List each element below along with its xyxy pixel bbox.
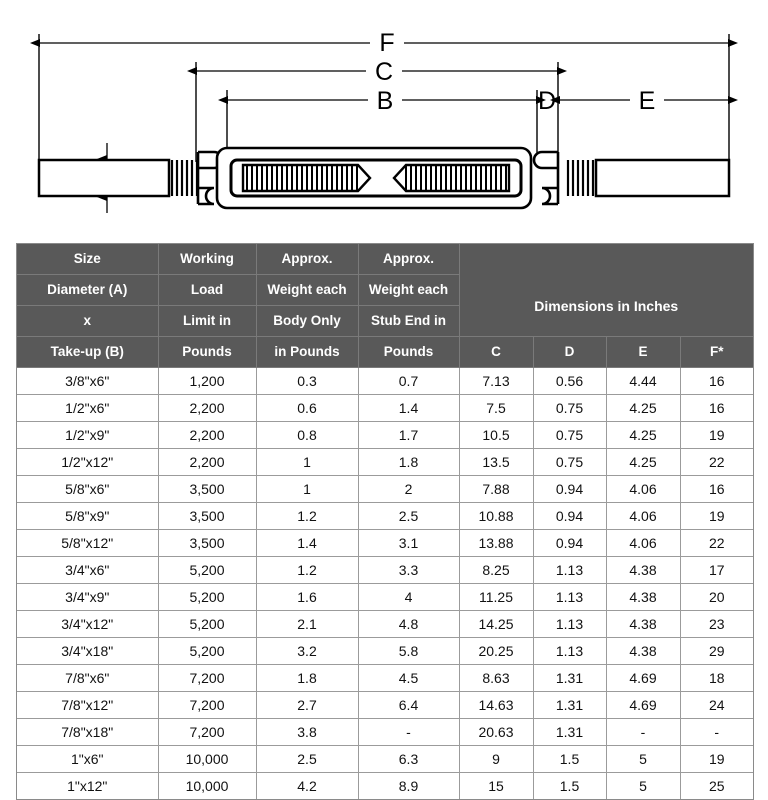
table-cell: 7,200 [158,692,256,719]
table-body [17,368,753,800]
dimension-label-d: D [537,87,557,115]
table-cell: 8.9 [358,773,459,800]
table-row [17,503,753,530]
table-cell: 9 [459,746,533,773]
table-cell: 1.5 [533,746,606,773]
table-cell: 1.8 [358,449,459,476]
dimension-label-c: C [374,58,394,86]
specification-table [17,244,753,799]
table-cell: 0.75 [533,449,606,476]
table-cell: 1.6 [256,584,358,611]
table-cell: 8.25 [459,557,533,584]
table-cell: 0.6 [256,395,358,422]
table-cell: 7.13 [459,368,533,395]
table-row [17,476,753,503]
table-cell: 5,200 [158,584,256,611]
table-cell: 7.5 [459,395,533,422]
table-cell: - [358,719,459,746]
header-stub-weight-line2: Weight each [358,275,459,306]
dimension-label-b: B [376,87,394,115]
table-cell: 19 [680,422,753,449]
table-cell: 2.7 [256,692,358,719]
table-cell: 22 [680,449,753,476]
table-cell: 8.63 [459,665,533,692]
table-cell: 0.8 [256,422,358,449]
table-cell: 1/2"x6" [17,395,158,422]
table-cell: 0.56 [533,368,606,395]
table-row [17,773,753,800]
table-cell: 4 [358,584,459,611]
table-cell: 23 [680,611,753,638]
table-cell: 4.38 [606,584,680,611]
table-cell: 6.4 [358,692,459,719]
table-cell: 1.4 [256,530,358,557]
table-cell: - [680,719,753,746]
table-cell: 10,000 [158,746,256,773]
table-cell: 2.5 [256,746,358,773]
table-cell: 0.75 [533,395,606,422]
table-cell: 10.5 [459,422,533,449]
header-dim-d: D [533,337,606,368]
right-screw-threads [406,166,506,190]
table-cell: 5,200 [158,557,256,584]
table-cell: 3/4"x9" [17,584,158,611]
table-cell: 20.25 [459,638,533,665]
table-row [17,557,753,584]
table-cell: 4.38 [606,638,680,665]
header-stub-weight-line1: Approx. [358,244,459,275]
table-cell: 18 [680,665,753,692]
table-cell: 2 [358,476,459,503]
table-cell: 3,500 [158,503,256,530]
table-cell: 3/4"x6" [17,557,158,584]
table-cell: 1.31 [533,692,606,719]
table-cell: 2,200 [158,395,256,422]
header-dimensions-group: Dimensions in Inches [459,275,753,337]
table-cell: 5 [606,773,680,800]
turnbuckle-diagram [0,0,768,236]
table-cell: 1.13 [533,611,606,638]
header-size-line2: Diameter (A) [17,275,158,306]
table-header [17,244,753,368]
table-cell: 10.88 [459,503,533,530]
table-cell: 5/8"x9" [17,503,158,530]
header-body-weight-line2: Weight each [256,275,358,306]
table-row [17,665,753,692]
left-stub-rod [39,160,169,196]
header-size-line1: Size [17,244,158,275]
table-cell: 4.69 [606,665,680,692]
table-cell: - [606,719,680,746]
table-cell: 1.31 [533,719,606,746]
table-cell: 16 [680,395,753,422]
table-cell: 1.2 [256,557,358,584]
table-cell: 4.44 [606,368,680,395]
table-cell: 4.38 [606,557,680,584]
table-cell: 3/4"x18" [17,638,158,665]
table-cell: 1.4 [358,395,459,422]
table-cell: 1.5 [533,773,606,800]
table-cell: 16 [680,368,753,395]
table-cell: 10,000 [158,773,256,800]
table-cell: 5 [606,746,680,773]
table-row [17,368,753,395]
specification-table-container [16,243,754,800]
table-row [17,395,753,422]
table-row [17,746,753,773]
table-cell: 1 [256,476,358,503]
table-cell: 1.2 [256,503,358,530]
table-cell: 3.3 [358,557,459,584]
table-cell: 1.13 [533,584,606,611]
table-cell: 1"x6" [17,746,158,773]
table-cell: 3/8"x6" [17,368,158,395]
table-cell: 4.25 [606,449,680,476]
right-collar-top [534,152,558,168]
header-stub-weight-line3: Stub End in [358,306,459,337]
table-cell: 4.2 [256,773,358,800]
table-row [17,719,753,746]
table-row [17,584,753,611]
header-row-2 [17,275,753,306]
header-body-weight-line3: Body Only [256,306,358,337]
table-cell: 19 [680,503,753,530]
table-cell: 1"x12" [17,773,158,800]
left-collar-bottom [198,188,214,204]
table-cell: 0.94 [533,476,606,503]
header-row-4 [17,337,753,368]
table-cell: 4.38 [606,611,680,638]
header-stub-weight-line4: Pounds [358,337,459,368]
table-cell: 4.8 [358,611,459,638]
table-cell: 5,200 [158,638,256,665]
header-dimensions-spacer [459,244,753,275]
table-cell: 2,200 [158,449,256,476]
table-cell: 1.13 [533,557,606,584]
table-row [17,422,753,449]
header-dim-f: F* [680,337,753,368]
table-cell: 1.7 [358,422,459,449]
table-cell: 24 [680,692,753,719]
table-cell: 4.69 [606,692,680,719]
table-cell: 17 [680,557,753,584]
table-cell: 14.25 [459,611,533,638]
right-collar-bottom [542,188,558,204]
table-cell: 3/4"x12" [17,611,158,638]
table-cell: 7,200 [158,665,256,692]
table-cell: 0.75 [533,422,606,449]
table-cell: 11.25 [459,584,533,611]
table-cell: 4.06 [606,503,680,530]
table-cell: 3.2 [256,638,358,665]
table-cell: 0.7 [358,368,459,395]
header-working-line1: Working [158,244,256,275]
table-cell: 7/8"x12" [17,692,158,719]
header-size-line4: Take-up (B) [17,337,158,368]
table-cell: 14.63 [459,692,533,719]
table-cell: 16 [680,476,753,503]
table-cell: 1 [256,449,358,476]
table-cell: 13.5 [459,449,533,476]
header-body-weight-line1: Approx. [256,244,358,275]
table-cell: 5/8"x6" [17,476,158,503]
table-cell: 3,500 [158,530,256,557]
right-thread-marks [568,160,593,196]
table-row [17,611,753,638]
turnbuckle-drawing [39,148,729,208]
table-cell: 4.25 [606,395,680,422]
table-cell: 3.8 [256,719,358,746]
table-cell: 3.1 [358,530,459,557]
table-cell: 2.5 [358,503,459,530]
table-cell: 20 [680,584,753,611]
table-cell: 20.63 [459,719,533,746]
table-cell: 1.13 [533,638,606,665]
table-cell: 1.8 [256,665,358,692]
table-cell: 4.06 [606,530,680,557]
table-row [17,638,753,665]
table-cell: 5/8"x12" [17,530,158,557]
table-cell: 19 [680,746,753,773]
table-cell: 13.88 [459,530,533,557]
table-cell: 4.25 [606,422,680,449]
table-cell: 6.3 [358,746,459,773]
table-cell: 1,200 [158,368,256,395]
table-cell: 0.94 [533,530,606,557]
table-row [17,530,753,557]
table-cell: 5.8 [358,638,459,665]
table-cell: 15 [459,773,533,800]
header-dim-e: E [606,337,680,368]
table-cell: 1/2"x12" [17,449,158,476]
table-cell: 22 [680,530,753,557]
header-row-1 [17,244,753,275]
left-thread-marks [172,160,197,196]
table-cell: 7,200 [158,719,256,746]
table-cell: 7/8"x6" [17,665,158,692]
header-working-line3: Limit in [158,306,256,337]
header-working-line2: Load [158,275,256,306]
table-cell: 7/8"x18" [17,719,158,746]
table-cell: 4.06 [606,476,680,503]
table-cell: 2.1 [256,611,358,638]
table-cell: 2,200 [158,422,256,449]
table-cell: 1.31 [533,665,606,692]
table-row [17,449,753,476]
table-cell: 25 [680,773,753,800]
table-cell: 5,200 [158,611,256,638]
table-cell: 7.88 [459,476,533,503]
header-dim-c: C [459,337,533,368]
dimension-label-f: F [379,29,395,57]
table-cell: 4.5 [358,665,459,692]
right-stub-rod [596,160,729,196]
header-size-line3: x [17,306,158,337]
table-cell: 3,500 [158,476,256,503]
table-cell: 29 [680,638,753,665]
table-cell: 0.3 [256,368,358,395]
header-body-weight-line4: in Pounds [256,337,358,368]
dimension-label-e: E [638,87,656,115]
table-cell: 0.94 [533,503,606,530]
header-working-line4: Pounds [158,337,256,368]
table-row [17,692,753,719]
table-cell: 1/2"x9" [17,422,158,449]
